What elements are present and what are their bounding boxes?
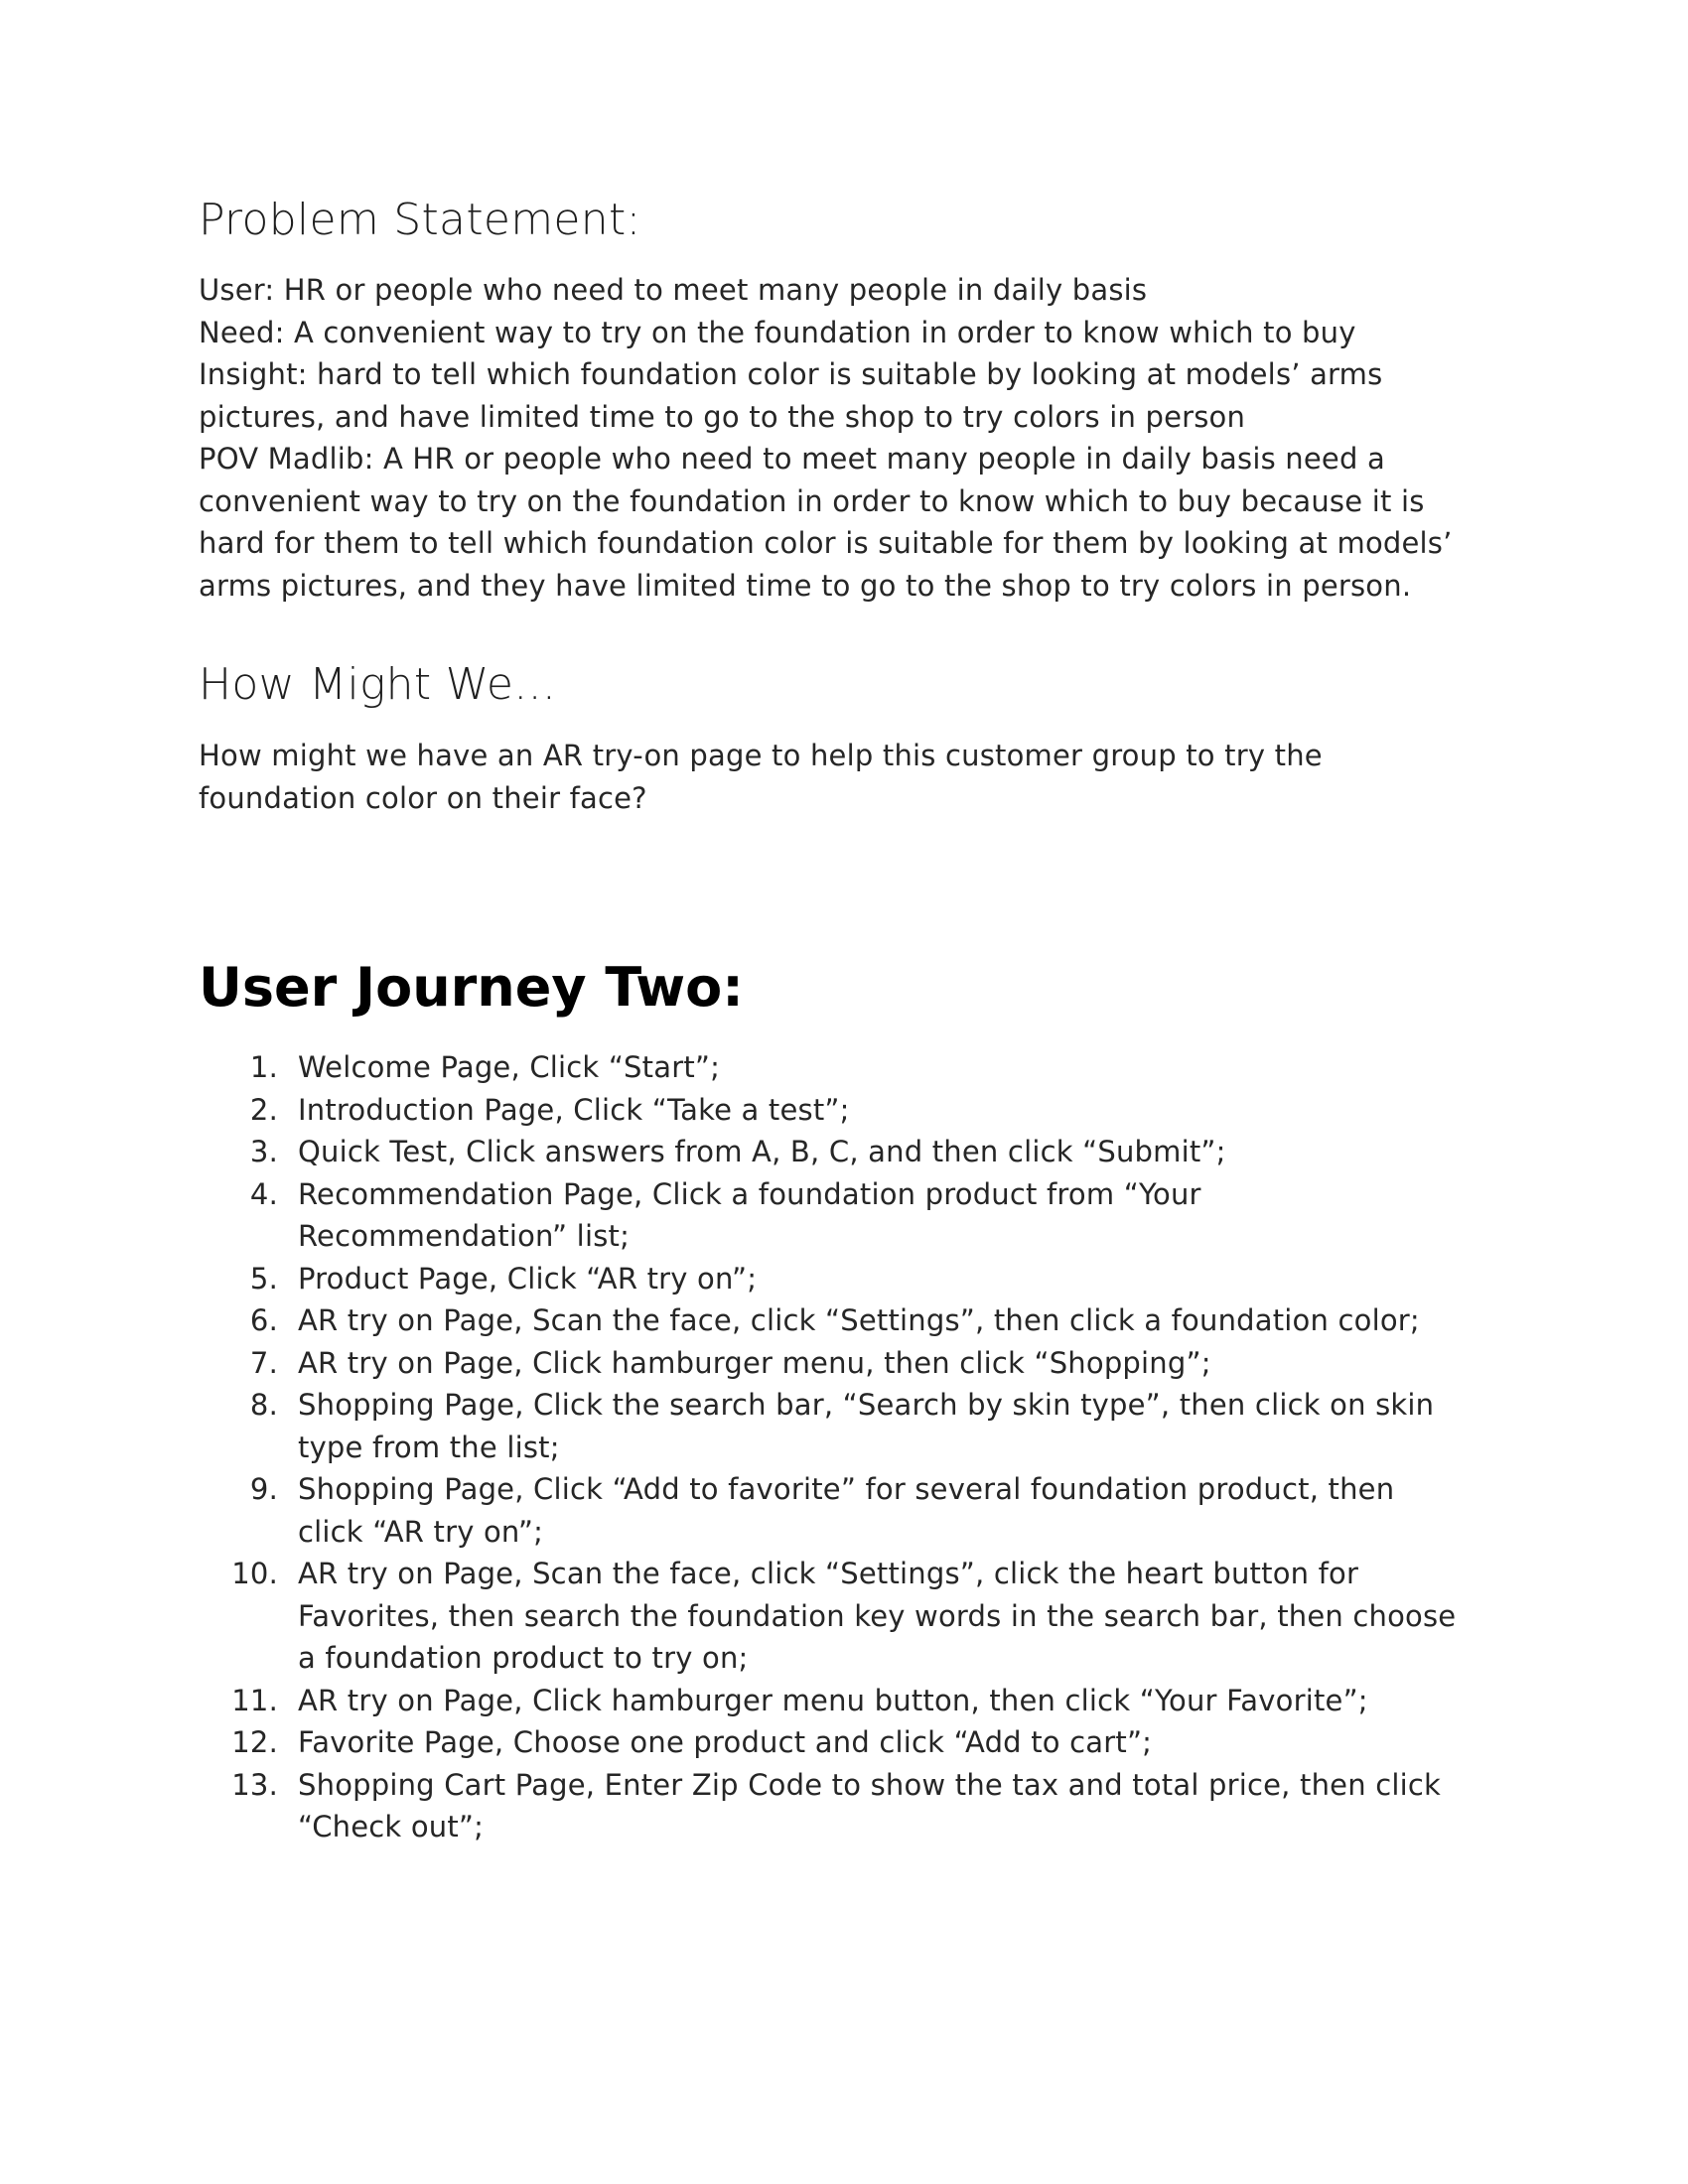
step-text: AR try on Page, Click hamburger menu button, then click “Your Favorite”; (298, 1683, 1368, 1717)
list-item (199, 1764, 1509, 1848)
problem-line: hard for them to tell which foundation color is suitable for them by looking at models’ (199, 526, 1453, 560)
step-text: Shopping Cart Page, Enter Zip Code to show the tax and total price, then click (298, 1767, 1441, 1802)
list-item (199, 1721, 1509, 1764)
step-number: 7. (249, 1345, 278, 1380)
list-item (199, 1468, 1509, 1553)
step-number: 4. (249, 1176, 278, 1211)
list-item (199, 1553, 1509, 1680)
problem-line: Need: A convenient way to try on the foundation in order to know which to buy (199, 315, 1356, 349)
step-number: 8. (249, 1388, 278, 1422)
list-item (199, 1258, 1509, 1300)
problem-line: pictures, and have limited time to go to the shop to try colors in person (199, 399, 1246, 434)
list-item (199, 1342, 1509, 1385)
step-number: 5. (249, 1261, 278, 1296)
step-text: click “AR try on”; (298, 1514, 544, 1549)
step-text: Favorites, then search the foundation key words in the search bar, then choose (298, 1598, 1457, 1633)
user-journey-steps (199, 1046, 1509, 1848)
how-might-we-heading: How Might We... (199, 659, 557, 710)
step-text: “Check out”; (298, 1810, 485, 1843)
step-text: AR try on Page, Scan the face, click “Settings”, then click a foundation color; (298, 1303, 1420, 1337)
problem-statement-body (199, 269, 1499, 607)
problem-line: Insight: hard to tell which foundation color is suitable by looking at models’ arms (199, 357, 1383, 391)
list-item (199, 1680, 1509, 1722)
list-item (199, 1046, 1509, 1089)
step-text: AR try on Page, Click hamburger menu, then click “Shopping”; (298, 1345, 1211, 1380)
step-text: Recommendation” list; (298, 1219, 631, 1253)
step-number: 10. (231, 1557, 278, 1590)
problem-line: User: HR or people who need to meet many people in daily basis (199, 273, 1148, 307)
list-item (199, 1173, 1509, 1258)
step-text: Quick Test, Click answers from A, B, C, and then click “Submit”; (298, 1135, 1226, 1168)
step-number: 12. (231, 1725, 278, 1759)
step-text: type from the list; (298, 1430, 560, 1464)
problem-statement-heading: Problem Statement: (199, 195, 641, 245)
list-item (199, 1299, 1509, 1342)
step-text: Product Page, Click “AR try on”; (298, 1261, 758, 1296)
list-item (199, 1089, 1509, 1132)
hmw-line: foundation color on their face? (199, 780, 647, 815)
step-text: Welcome Page, Click “Start”; (298, 1050, 721, 1084)
step-text: AR try on Page, Scan the face, click “Settings”, click the heart button for (298, 1557, 1359, 1590)
step-number: 6. (249, 1303, 278, 1337)
list-item (199, 1384, 1509, 1468)
problem-line: POV Madlib: A HR or people who need to meet many people in daily basis need a (199, 442, 1385, 476)
step-text: Shopping Page, Click “Add to favorite” for several foundation product, then (298, 1472, 1395, 1506)
user-journey-title: User Journey Two: (199, 956, 744, 1019)
step-text: Shopping Page, Click the search bar, “Search by skin type”, then click on skin (298, 1388, 1435, 1422)
list-item (199, 1131, 1509, 1173)
step-text: a foundation product to try on; (298, 1641, 749, 1675)
step-number: 13. (231, 1767, 278, 1802)
step-text: Recommendation Page, Click a foundation product from “Your (298, 1176, 1201, 1211)
how-might-we-body (199, 735, 1499, 819)
problem-line: arms pictures, and they have limited time to go to the shop to try colors in person. (199, 568, 1412, 603)
step-number: 1. (249, 1050, 278, 1084)
step-text: Introduction Page, Click “Take a test”; (298, 1092, 850, 1127)
problem-line: convenient way to try on the foundation in order to know which to buy because it is (199, 483, 1425, 518)
step-number: 2. (249, 1092, 278, 1127)
step-text: Favorite Page, Choose one product and click “Add to cart”; (298, 1725, 1153, 1759)
hmw-line: How might we have an AR try-on page to help this customer group to try the (199, 739, 1323, 772)
step-number: 11. (231, 1683, 278, 1717)
step-number: 3. (249, 1135, 278, 1168)
step-number: 9. (249, 1472, 278, 1506)
